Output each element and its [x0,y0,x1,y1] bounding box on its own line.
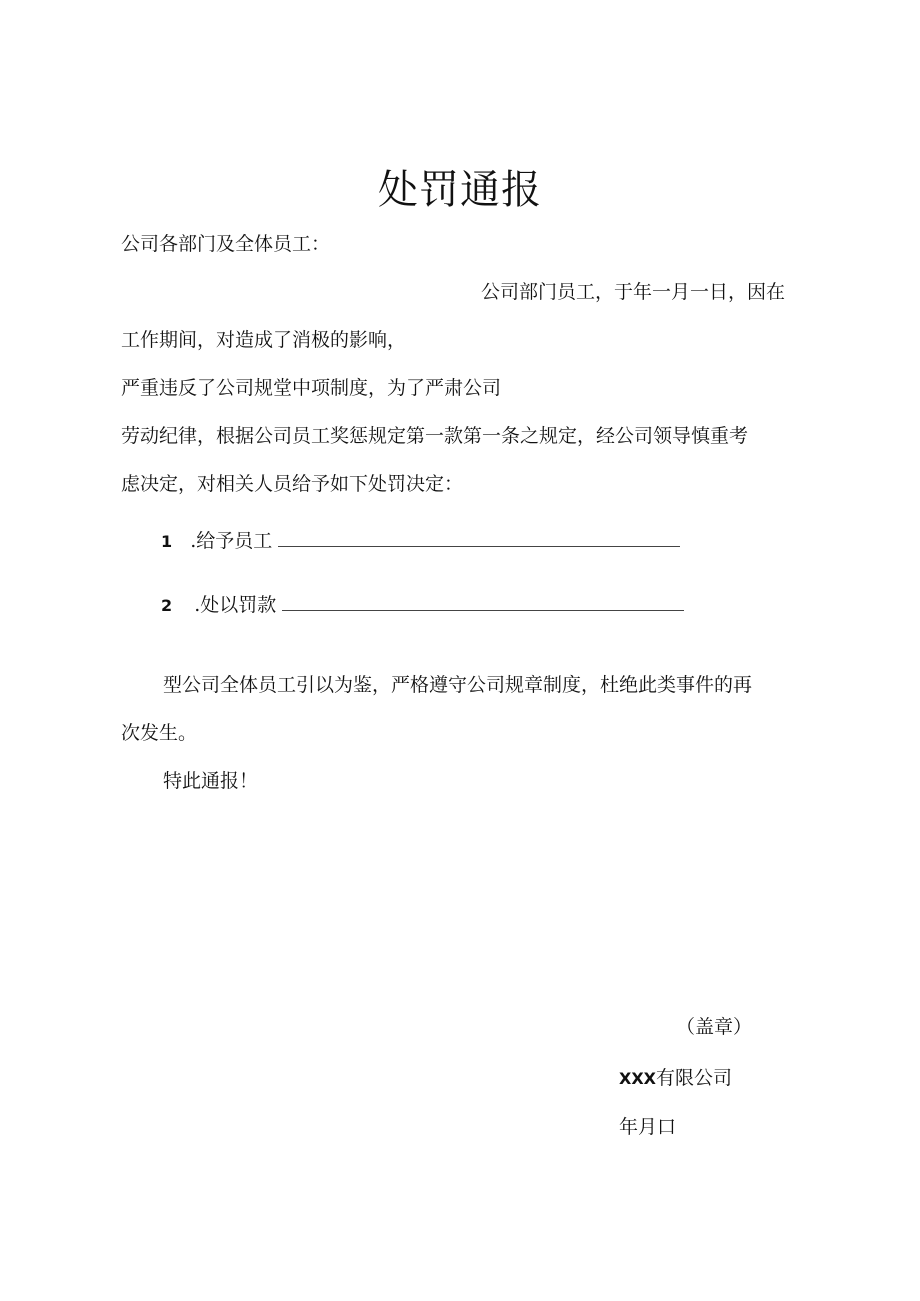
body-line-5: 虑决定，对相关人员给予如下处罚决定： [121,473,464,495]
item-label: .处以罚款 [194,594,277,616]
closing-line-1: 型公司全体员工引以为鉴，严格遵守公司规章制度，杜绝此类事件的再 [163,674,753,696]
notice-end: 特此通报！ [163,770,259,792]
body-line-3: 严重违反了公司规堂中项制度，为了严肃公司 [121,377,502,399]
penalty-item-2 [161,590,684,620]
fill-in-blank [282,590,684,611]
body-line-2: 工作期间，对造成了消极的影响， [121,329,407,351]
item-label: .给予员工 [190,530,273,552]
penalty-item-1 [161,526,680,556]
body-line-4: 劳动纪律，根据公司员工奖惩规定第一款第一条之规定，经公司领导慎重考 [121,425,749,447]
company-prefix: XXX [619,1069,657,1088]
salutation: 公司各部门及全体员工： [121,233,331,255]
date-line: 年月口 [619,1116,677,1138]
company-suffix: 有限公司 [656,1067,733,1089]
company-name [619,1064,732,1093]
body-line-1: 公司部门员工，于年一月一日，因在 [481,281,786,303]
item-number: 1 [161,532,173,551]
fill-in-blank [278,526,680,547]
document-title: 处罚通报 [378,167,542,213]
seal-label: （盖章） [676,1016,753,1038]
closing-line-2: 次发生。 [121,722,198,744]
item-number: 2 [161,596,173,615]
